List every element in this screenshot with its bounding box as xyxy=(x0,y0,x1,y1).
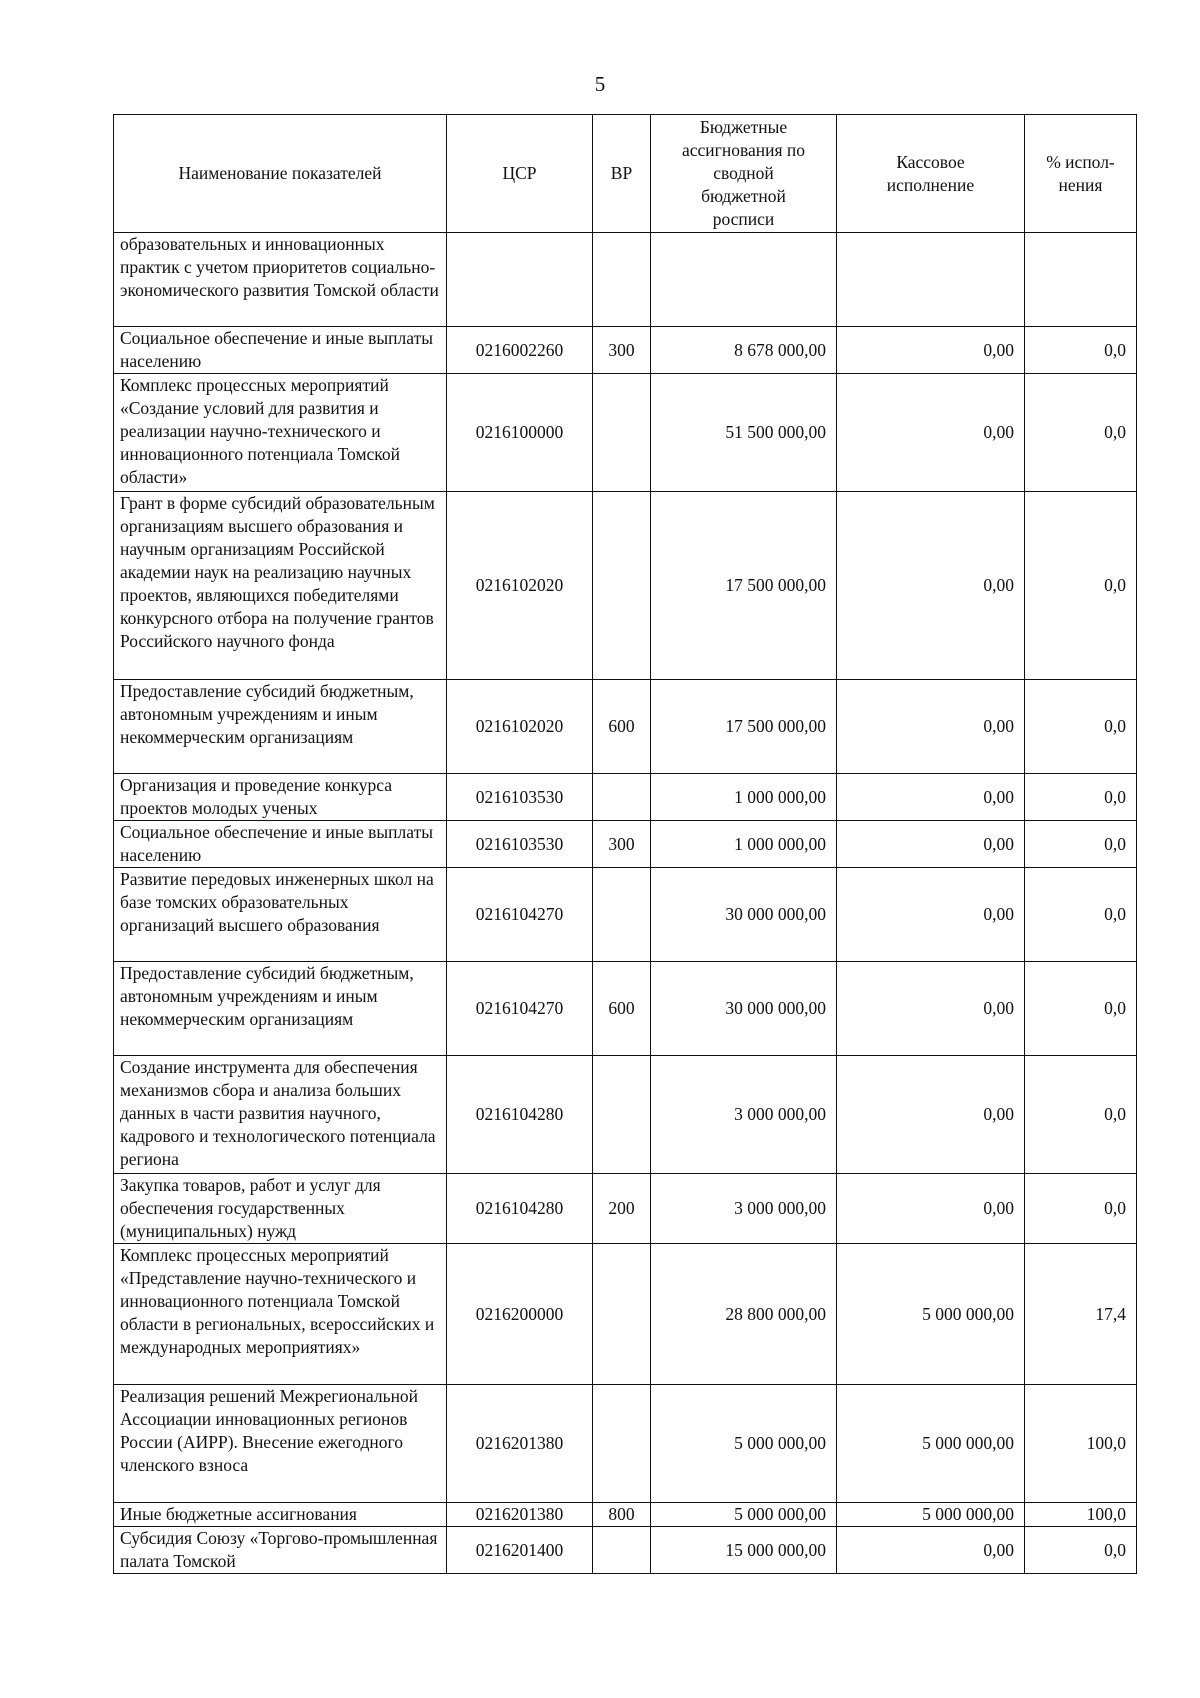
cell-vr xyxy=(593,492,651,680)
table-row xyxy=(114,821,1137,868)
cell-budget: 17 500 000,00 xyxy=(651,680,837,774)
table-row xyxy=(114,774,1137,821)
table-body xyxy=(114,233,1137,1574)
cell-percent: 0,0 xyxy=(1025,327,1137,374)
cell-vr xyxy=(593,374,651,492)
cell-cash: 0,00 xyxy=(837,680,1025,774)
cell-csr: 0216104280 xyxy=(447,1174,593,1244)
cell-name: Комплекс процессных мероприятий «Представление научно-технического и инновационного потенциала Томской области в региональных, всероссийских и международных мероприятиях» xyxy=(114,1244,447,1385)
cell-csr: 0216102020 xyxy=(447,680,593,774)
table-row xyxy=(114,1174,1137,1244)
header-row xyxy=(114,115,1137,233)
cell-percent: 100,0 xyxy=(1025,1385,1137,1503)
cell-name: Комплекс процессных мероприятий «Создание условий для развития и реализации научно-технического и инновационного потенциала Томской области» xyxy=(114,374,447,492)
cell-name: Иные бюджетные ассигнования xyxy=(114,1503,447,1527)
header-cash: Кассовое исполнение xyxy=(837,115,1025,233)
cell-cash: 0,00 xyxy=(837,962,1025,1056)
cell-csr: 0216102020 xyxy=(447,492,593,680)
cell-csr: 0216104270 xyxy=(447,868,593,962)
cell-name: Реализация решений Межрегиональной Ассоциации инновационных регионов России (АИРР). Внесение ежегодного членского взноса xyxy=(114,1385,447,1503)
cell-name: Развитие передовых инженерных школ на базе томских образовательных организаций высшего образования xyxy=(114,868,447,962)
cell-name: Социальное обеспечение и иные выплаты населению xyxy=(114,821,447,868)
cell-vr xyxy=(593,1385,651,1503)
cell-budget: 5 000 000,00 xyxy=(651,1385,837,1503)
cell-cash: 0,00 xyxy=(837,821,1025,868)
table-header xyxy=(114,115,1137,233)
cell-vr xyxy=(593,774,651,821)
table-row xyxy=(114,1527,1137,1574)
cell-csr xyxy=(447,233,593,327)
cell-name: Создание инструмента для обеспечения механизмов сбора и анализа больших данных в части развития научного, кадрового и технологического потенциала региона xyxy=(114,1056,447,1174)
cell-vr: 600 xyxy=(593,680,651,774)
table-row xyxy=(114,1244,1137,1385)
cell-cash: 0,00 xyxy=(837,492,1025,680)
cell-name: Предоставление субсидий бюджетным, автономным учреждениям и иным некоммерческим организациям xyxy=(114,680,447,774)
cell-budget: 5 000 000,00 xyxy=(651,1503,837,1527)
cell-percent: 0,0 xyxy=(1025,868,1137,962)
cell-csr: 0216002260 xyxy=(447,327,593,374)
table-row xyxy=(114,1503,1137,1527)
cell-name: Закупка товаров, работ и услуг для обеспечения государственных (муниципальных) нужд xyxy=(114,1174,447,1244)
cell-budget: 17 500 000,00 xyxy=(651,492,837,680)
cell-cash: 0,00 xyxy=(837,327,1025,374)
cell-cash: 0,00 xyxy=(837,868,1025,962)
table-row xyxy=(114,327,1137,374)
cell-percent: 0,0 xyxy=(1025,374,1137,492)
table-row xyxy=(114,1385,1137,1503)
cell-csr: 0216201400 xyxy=(447,1527,593,1574)
cell-budget: 51 500 000,00 xyxy=(651,374,837,492)
cell-csr: 0216201380 xyxy=(447,1503,593,1527)
cell-cash xyxy=(837,233,1025,327)
cell-percent: 0,0 xyxy=(1025,1174,1137,1244)
cell-budget: 8 678 000,00 xyxy=(651,327,837,374)
header-budget: Бюджетные ассигнования по сводной бюджетной росписи xyxy=(651,115,837,233)
table-row xyxy=(114,233,1137,327)
header-csr: ЦСР xyxy=(447,115,593,233)
cell-budget: 1 000 000,00 xyxy=(651,774,837,821)
header-percent: % испол-нения xyxy=(1025,115,1137,233)
cell-cash: 5 000 000,00 xyxy=(837,1385,1025,1503)
cell-csr: 0216100000 xyxy=(447,374,593,492)
cell-name: Предоставление субсидий бюджетным, автономным учреждениям и иным некоммерческим организациям xyxy=(114,962,447,1056)
cell-vr xyxy=(593,1244,651,1385)
cell-budget: 3 000 000,00 xyxy=(651,1174,837,1244)
cell-name: Организация и проведение конкурса проектов молодых ученых xyxy=(114,774,447,821)
cell-name: образовательных и инновационных практик с учетом приоритетов социально-экономического развития Томской области xyxy=(114,233,447,327)
cell-percent: 0,0 xyxy=(1025,492,1137,680)
cell-percent: 0,0 xyxy=(1025,1056,1137,1174)
cell-vr: 300 xyxy=(593,821,651,868)
cell-csr: 0216103530 xyxy=(447,821,593,868)
cell-budget: 3 000 000,00 xyxy=(651,1056,837,1174)
cell-vr xyxy=(593,868,651,962)
cell-budget: 1 000 000,00 xyxy=(651,821,837,868)
cell-cash: 0,00 xyxy=(837,774,1025,821)
cell-percent: 0,0 xyxy=(1025,680,1137,774)
cell-vr: 200 xyxy=(593,1174,651,1244)
cell-budget xyxy=(651,233,837,327)
cell-cash: 5 000 000,00 xyxy=(837,1244,1025,1385)
cell-budget: 15 000 000,00 xyxy=(651,1527,837,1574)
cell-percent: 0,0 xyxy=(1025,774,1137,821)
cell-name: Грант в форме субсидий образовательным организациям высшего образования и научным организациям Российской академии наук на реализацию научных проектов, являющихся победителями конкурсного отбора на получение грантов Российского научного фонда xyxy=(114,492,447,680)
budget-table xyxy=(113,114,1137,1574)
cell-percent: 100,0 xyxy=(1025,1503,1137,1527)
cell-cash: 0,00 xyxy=(837,1527,1025,1574)
page-number: 5 xyxy=(594,72,606,96)
table-row xyxy=(114,680,1137,774)
cell-percent: 0,0 xyxy=(1025,962,1137,1056)
table-row xyxy=(114,492,1137,680)
cell-cash: 0,00 xyxy=(837,1174,1025,1244)
cell-vr xyxy=(593,233,651,327)
table-row xyxy=(114,374,1137,492)
cell-csr: 0216104280 xyxy=(447,1056,593,1174)
cell-percent: 17,4 xyxy=(1025,1244,1137,1385)
cell-name: Социальное обеспечение и иные выплаты населению xyxy=(114,327,447,374)
header-vr: ВР xyxy=(593,115,651,233)
table-row xyxy=(114,868,1137,962)
cell-vr xyxy=(593,1527,651,1574)
cell-percent: 0,0 xyxy=(1025,1527,1137,1574)
cell-budget: 30 000 000,00 xyxy=(651,868,837,962)
cell-vr xyxy=(593,1056,651,1174)
table-row xyxy=(114,962,1137,1056)
cell-vr: 800 xyxy=(593,1503,651,1527)
cell-cash: 0,00 xyxy=(837,374,1025,492)
cell-csr: 0216103530 xyxy=(447,774,593,821)
cell-csr: 0216104270 xyxy=(447,962,593,1056)
cell-vr: 300 xyxy=(593,327,651,374)
cell-name: Субсидия Союзу «Торгово-промышленная палата Томской xyxy=(114,1527,447,1574)
cell-budget: 28 800 000,00 xyxy=(651,1244,837,1385)
cell-budget: 30 000 000,00 xyxy=(651,962,837,1056)
cell-percent xyxy=(1025,233,1137,327)
cell-csr: 0216201380 xyxy=(447,1385,593,1503)
cell-vr: 600 xyxy=(593,962,651,1056)
cell-cash: 0,00 xyxy=(837,1056,1025,1174)
cell-csr: 0216200000 xyxy=(447,1244,593,1385)
table-row xyxy=(114,1056,1137,1174)
cell-percent: 0,0 xyxy=(1025,821,1137,868)
header-name: Наименование показателей xyxy=(114,115,447,233)
cell-cash: 5 000 000,00 xyxy=(837,1503,1025,1527)
